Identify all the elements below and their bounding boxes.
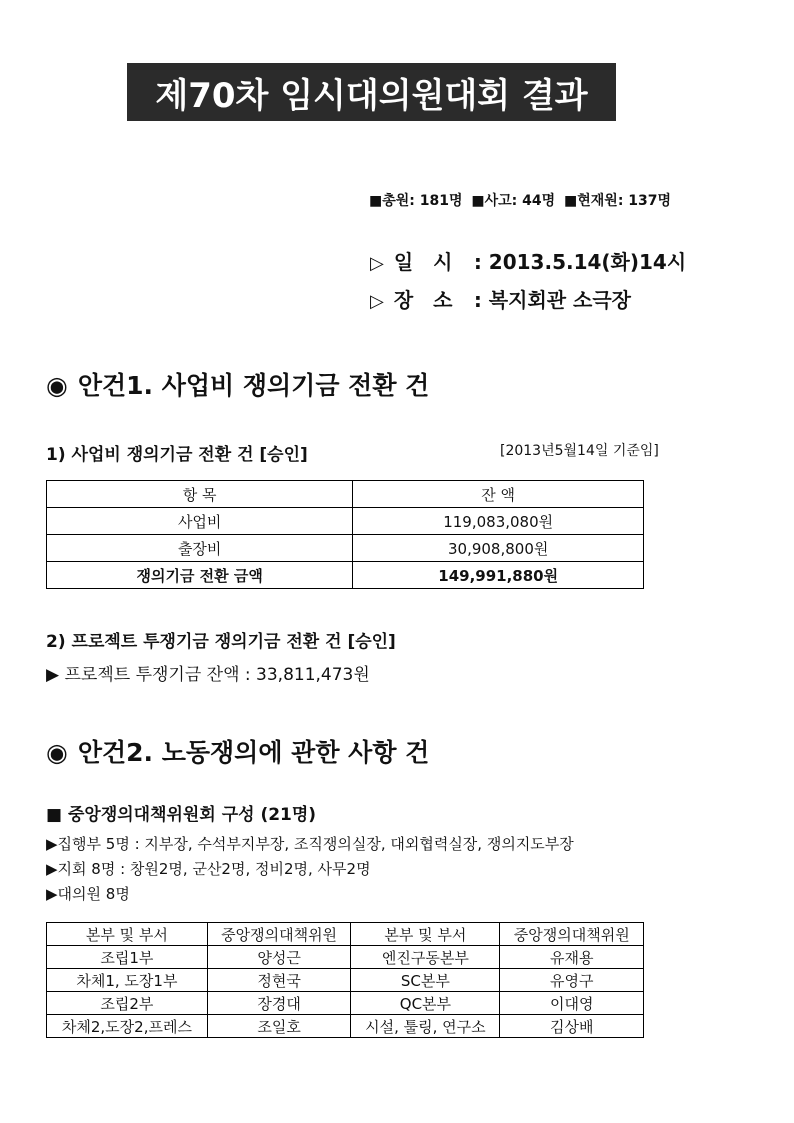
table-cell: 쟁의기금 전환 금액 <box>47 562 353 589</box>
place-line <box>370 284 631 313</box>
table-header: 잔 액 <box>353 481 644 508</box>
table-cell: 양성근 <box>207 946 351 969</box>
table-header: 본부 및 부서 <box>47 923 208 946</box>
circle-bullet-icon: ◉ <box>46 738 68 767</box>
committee-table <box>46 922 644 1038</box>
table-cell: 정현국 <box>207 969 351 992</box>
agenda1-item1-title: 1) 사업비 쟁의기금 전환 건 [승인] <box>46 445 308 465</box>
date-value: : 2013.5.14(화)14시 <box>473 250 687 274</box>
circle-bullet-icon: ◉ <box>46 371 68 400</box>
table-cell: 장경대 <box>207 992 351 1015</box>
stat-current: ■현재원: 137명 <box>564 193 672 209</box>
table-cell: 이대영 <box>500 992 644 1015</box>
member-stats <box>369 190 675 210</box>
place-label: 장 소 <box>393 288 453 312</box>
table-row <box>47 535 644 562</box>
table-cell: 조립1부 <box>47 946 208 969</box>
table-row <box>47 1015 644 1038</box>
date-line <box>370 246 686 275</box>
triangle-marker-icon: ▷ <box>370 291 384 312</box>
place-value: : 복지회관 소극장 <box>473 288 632 312</box>
agenda1-title: 안건1. 사업비 쟁의기금 전환 건 <box>77 371 430 400</box>
table-cell: 유영구 <box>500 969 644 992</box>
stat-accident: ■사고: 44명 <box>471 193 556 209</box>
table-cell: 차체1, 도장1부 <box>47 969 208 992</box>
basis-date: [2013년5월14일 기준임] <box>500 443 659 459</box>
table-header: 항 목 <box>47 481 353 508</box>
table-cell: 149,991,880원 <box>353 562 644 589</box>
table-cell: 사업비 <box>47 508 353 535</box>
table-row <box>47 969 644 992</box>
table-cell: QC본부 <box>351 992 500 1015</box>
stat-total: ■총원: 181명 <box>369 193 463 209</box>
table-header: 중앙쟁의대책위원 <box>500 923 644 946</box>
table-cell: 유재용 <box>500 946 644 969</box>
table-cell: SC본부 <box>351 969 500 992</box>
table-cell: 엔진구동본부 <box>351 946 500 969</box>
committee-title: ■ 중앙쟁의대책위원회 구성 (21명) <box>46 805 317 825</box>
agenda1-item2-title: 2) 프로젝트 투쟁기금 쟁의기금 전환 건 [승인] <box>46 632 396 652</box>
triangle-marker-icon: ▷ <box>370 253 384 274</box>
committee-line: ▶대의원 8명 <box>46 885 130 903</box>
table-row <box>47 946 644 969</box>
committee-line: ▶집행부 5명 : 지부장, 수석부지부장, 조직쟁의실장, 대외협력실장, 쟁의지도부장 <box>46 835 574 853</box>
page-title: 제70차 임시대의원대회 결과 <box>127 63 616 121</box>
agenda2-title: 안건2. 노동쟁의에 관한 사항 건 <box>77 738 430 767</box>
table-row <box>47 992 644 1015</box>
table-cell: 출장비 <box>47 535 353 562</box>
agenda2-heading <box>46 733 429 769</box>
table-cell: 119,083,080원 <box>353 508 644 535</box>
fund-table <box>46 480 644 589</box>
table-cell: 김상배 <box>500 1015 644 1038</box>
table-cell: 조립2부 <box>47 992 208 1015</box>
table-cell: 30,908,800원 <box>353 535 644 562</box>
agenda1-item2-detail: ▶ 프로젝트 투쟁기금 잔액 : 33,811,473원 <box>46 665 370 685</box>
table-cell: 조일호 <box>207 1015 351 1038</box>
committee-line: ▶지회 8명 : 창원2명, 군산2명, 정비2명, 사무2명 <box>46 860 371 878</box>
table-cell: 차체2,도장2,프레스 <box>47 1015 208 1038</box>
table-row <box>47 508 644 535</box>
table-total-row <box>47 562 644 589</box>
date-label: 일 시 <box>393 250 453 274</box>
table-header: 본부 및 부서 <box>351 923 500 946</box>
table-cell: 시설, 툴링, 연구소 <box>351 1015 500 1038</box>
table-header: 중앙쟁의대책위원 <box>207 923 351 946</box>
agenda1-heading <box>46 366 429 402</box>
